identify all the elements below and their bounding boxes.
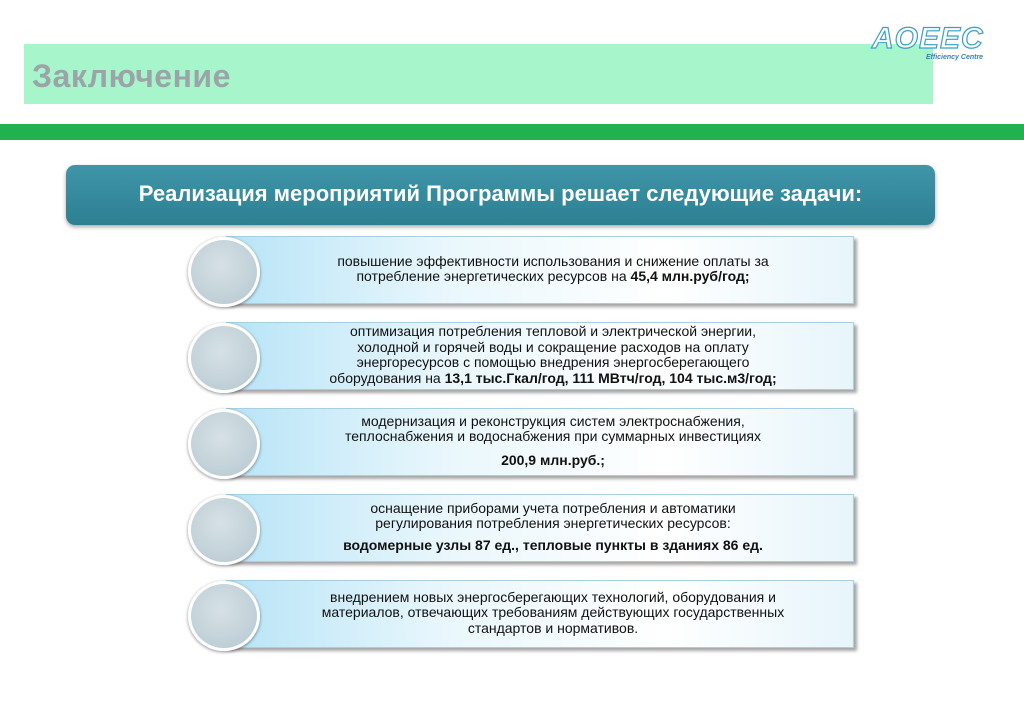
item-line-text: потребление энергетических ресурсов на [356,268,631,284]
item-line: энергоресурсов с помощью внедрения энергосберегающего [356,354,750,370]
item-highlight: 200,9 млн.руб.; [501,451,605,468]
item-line: материалов, отвечающих требованиям действующих государственных [321,604,785,621]
bullet-circle [188,237,260,307]
slide-title: Заключение [32,58,231,94]
item-text [270,580,836,646]
bullet-circle [188,409,260,479]
list-item [186,494,856,564]
item-line [343,538,763,554]
item-highlight: 45,4 млн.руб/год; [630,268,750,284]
item-line: оснащение приборами учета потребления и автоматики [370,499,736,516]
item-text [270,494,836,560]
list-item [186,322,856,392]
item-line: внедрением новых энергосберегающих технологий, оборудования и [330,588,776,605]
item-highlight: водомерные узлы 87 ед., тепловые пункты в зданиях 86 ед. [343,536,763,553]
item-line: модернизация и реконструкция систем электроснабжения, [361,412,745,429]
item-line: стандартов и нормативов. [467,619,639,636]
item-line [356,269,749,285]
logo-sub-text: Efficiency Centre [926,54,984,61]
list-item [186,580,856,650]
divider-bar [0,124,1024,140]
item-line: оптимизация потребления тепловой и электрической энергии, [349,323,757,339]
item-line [329,371,776,387]
item-line [501,453,605,469]
logo [864,22,994,78]
bullet-circle [188,495,260,565]
header-text: Реализация мероприятий Программы решает следующие задачи: [138,181,863,206]
bullet-circle [188,581,260,651]
item-line-text: оборудования на [329,369,445,386]
item-line: холодной и горячей воды и сокращение расходов на оплату [357,338,749,355]
item-line: теплоснабжения и водоснабжения при суммарных инвестициях [345,428,761,445]
bullet-circle [188,323,260,393]
item-text [270,322,836,388]
list-item [186,408,856,478]
list-item [186,236,856,306]
logo-main-text: AOEEC [872,22,984,55]
item-text [270,236,836,302]
item-text [270,408,836,474]
item-highlight: 13,1 тыс.Гкал/год, 111 МВтч/год, 104 тыс.м3/год; [444,369,777,386]
item-line: повышение эффективности использования и снижение оплаты за [337,252,769,269]
header-box [66,165,935,225]
item-line: регулирования потребления энергетических ресурсов: [375,515,731,532]
